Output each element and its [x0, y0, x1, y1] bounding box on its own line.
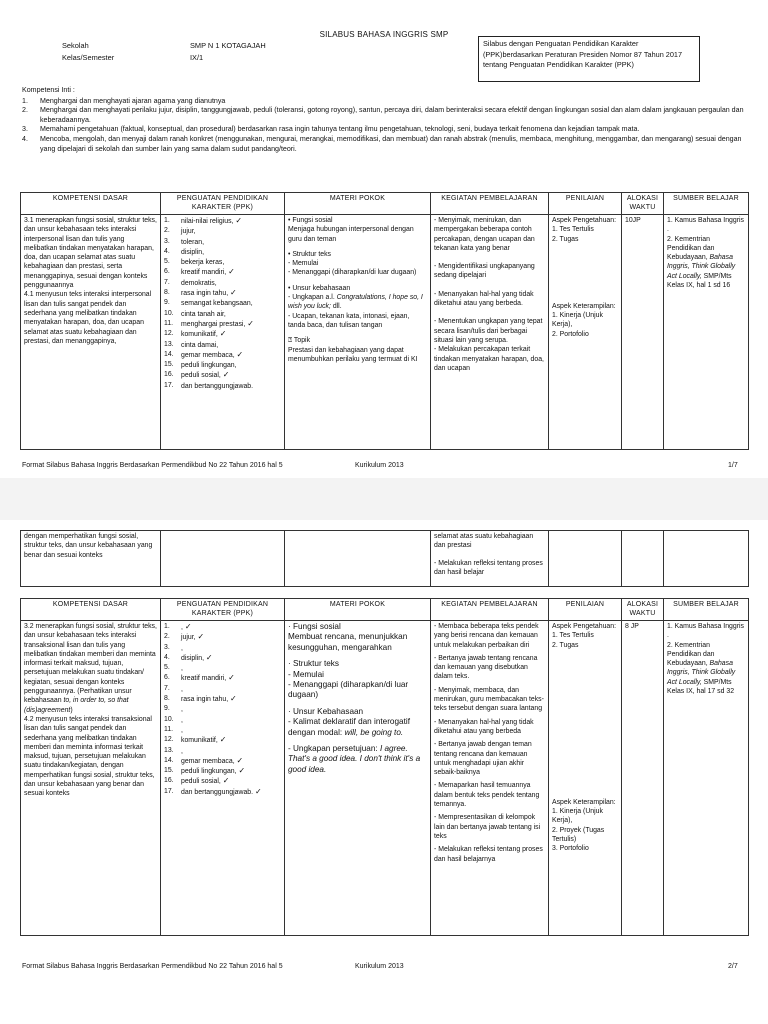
- column-header: PENGUATAN PENDIDIKAN KARAKTER (PPK): [161, 193, 285, 215]
- kd-3-1: 3.1 menerapkan fungsi sosial, struktur teks, dan unsur kebahasaan teks interaksi interpersonal lisan dan tulis yang melibatkan tindakan menyatakan harapan, doa, dan ucapan selamat atas suatu kebahagiaan dan prestasi, serta menanggapinya, sesuai dengan konteks penggunaannya: [24, 217, 157, 290]
- checkmark-icon: ✓: [219, 735, 227, 745]
- checkmark-icon: ✓: [254, 786, 262, 796]
- page-1: [0, 0, 768, 478]
- ppk-item: 3. toleran,: [164, 237, 204, 246]
- column-header: KEGIATAN PEMBELAJARAN: [431, 193, 549, 215]
- ppk-item: 6. kreatif mandiri, ✓: [164, 673, 235, 683]
- column-header: MATERI POKOK: [285, 599, 431, 621]
- footer-page-number: 1/7: [728, 462, 738, 469]
- kelas-label: Kelas/Semester: [62, 53, 115, 62]
- ppk-item: 15. peduli lingkungan,: [164, 361, 237, 370]
- ppk-item: 8. rasa ingin tahu, ✓: [164, 694, 237, 704]
- footer-curriculum: Kurikulum 2013: [355, 963, 404, 970]
- ppk-item: 14. gemar membaca, ✓: [164, 349, 244, 359]
- syllabus-table-1: [20, 192, 749, 450]
- ppk-item: 5. bekerja keras,: [164, 258, 225, 267]
- kd-4-1: 4.1 menyusun teks interaksi interpersonal lisan dan tulis sangat pendek dan sederhana yang melibatkan tindakan menyatakan harapan, doa, dan ucapan selamat atas suatu kebahagiaan dan prestasi, dan menanggapinya,: [24, 291, 152, 345]
- ppk-item: 10. ,: [164, 715, 183, 724]
- column-header: KEGIATAN PEMBELAJARAN: [431, 599, 549, 621]
- column-header: KOMPETENSI DASAR: [21, 599, 161, 621]
- alokasi-cell: 8 JP: [622, 621, 664, 936]
- continuation-table: [20, 530, 749, 587]
- checkmark-icon: ✓: [230, 694, 237, 704]
- materi-pokok-cell: • Fungsi sosial Menjaga hubungan interpersonal dengan guru dan teman • Struktur teks - Memulai - Menanggapi (diharapkan/di luar dugaan) • Unsur kebahasaan - Ungkapan a.l. Congratulations, I hope so, I wish you luck; dll. - Ucapan, tekanan kata, intonasi, ejaan, tanda baca, dan tulisan tangan ⍰ Topik Prestasi dan kebahagiaan yang dapat menumbuhkan perilaku yang termuat di KI: [285, 215, 431, 450]
- ppk-item: 9. semangat kebangsaan,: [164, 299, 253, 308]
- kd-3-2: 3.2 menerapkan fungsi sosial, struktur teks, dan unsur kebahasaan teks interaksi transaksional lisan dan tulis yang melibatkan tindakan memberi dan meminta informasi terkait maksud, tujuan, persetujuan melakukan suatu tindakan/ kegiatan, sesuai dengan konteks penggunaannya. (Perhatikan unsur kebahasaan to, in order to, so that (dis)agreement): [24, 623, 157, 714]
- ppk-item: 17. dan bertanggungjawab.: [164, 381, 254, 390]
- ppk-item: 2. jujur, ✓: [164, 632, 205, 642]
- ppk-item: 16. peduli sosial, ✓: [164, 776, 230, 786]
- ppk-item: 1. , ✓: [164, 622, 192, 631]
- checkmark-icon: ✓: [228, 673, 235, 683]
- ppk-item: 6. kreatif mandiri, ✓: [164, 267, 235, 277]
- checkmark-icon: ✓: [235, 216, 243, 225]
- activity-item: - Melakukan percakapan terkait tindakan menyatakan harapan, doa, dan ucapan: [434, 346, 544, 372]
- ppk-list: [164, 622, 281, 797]
- checkmark-icon: ✓: [197, 632, 205, 642]
- ki-title: Kompetensi Inti :: [22, 86, 75, 94]
- footer-left: Format Silabus Bahasa Inggris Berdasarkan Permendikbud No 22 Tahun 2016 hal 5: [22, 462, 283, 469]
- kegiatan-continuation: selamat atas suatu kebahagiaan dan prestasi - Melakukan refleksi tentang proses dan hasil belajar: [431, 531, 549, 587]
- footer-page-number: 2/7: [728, 963, 738, 970]
- kegiatan-cell: [431, 621, 549, 936]
- column-header: ALOKASI WAKTU: [622, 599, 664, 621]
- ppk-item: 14. gemar membaca, ✓: [164, 755, 244, 765]
- materi-pokok-cell: · Fungsi sosial Membuat rencana, menunjukkan kesungguhan, mengarahkan · Struktur teks - Memulai - Menanggapi (diharapkan/di luar dugaan) · Unsur Kebahasaan - Kalimat deklaratif dan interogatif dengan modal: will, be going to. - Ungkapan persetujuan: I agree. That's a good idea. I don't think it's a good idea.: [285, 621, 431, 936]
- ki-item: 2. Menghargai dan menghayati perilaku jujur, disiplin, tanggungjawab, peduli (toleransi, gotong royong), santun, percaya diri, dalam berinteraksi secara efektif dengan lingkungan sosial dan alam dalam jangkauan pergaulan dan keberadaannya.: [22, 106, 744, 124]
- ppk-item: 13. cinta damai,: [164, 340, 219, 349]
- ppk-item: 11. menghargai prestasi, ✓: [164, 318, 254, 328]
- activity-item: - Menyimak, menirukan, dan mempergakan beberapa contoh percakapan, dengan ucapan dan tekanan kata yang benar: [434, 217, 535, 252]
- ppk-list: [164, 216, 281, 391]
- ppk-item: 17. dan bertanggungjawab. ✓: [164, 786, 262, 796]
- footer-left: Format Silabus Bahasa Inggris Berdasarkan Permendikbud No 22 Tahun 2016 hal 5: [22, 963, 283, 970]
- activity-item: - Menanyakan hal-hal yang tidak diketahui atau yang berbeda.: [434, 290, 534, 308]
- kegiatan-cell: [431, 215, 549, 450]
- ppk-note-box: Silabus dengan Penguatan Pendidikan Karakter (PPK)berdasarkan Peraturan Presiden Nomor 87 Tahun 2017 tentang Penguatan Pendidikan Karakter (PPK): [478, 36, 700, 82]
- ppk-item: 2. jujur,: [164, 227, 196, 236]
- kelas-value: IX/1: [190, 53, 204, 62]
- sumber-cell: 1. Kamus Bahasa Inggris . 2. Kementrian Pendidikan dan Kebudayaan, Bahasa Inggris, Think Globally Act Locally, SMP/Mts Kelas IX, hal 1 sd 16: [664, 215, 749, 450]
- page-gap: [0, 478, 768, 520]
- table-row: [21, 215, 749, 450]
- table-row: [21, 621, 749, 936]
- document-title: SILABUS BAHASA INGGRIS SMP: [319, 30, 449, 39]
- checkmark-icon: ✓: [205, 652, 213, 662]
- activity-item: - Menentukan ungkapan yang tepat secara lisan/tulis dari berbagai situasi lain yang serupa.: [434, 318, 543, 344]
- checkmark-icon: ✓: [184, 622, 192, 631]
- ppk-item: 9. ,: [164, 705, 183, 714]
- ppk-item: 1. nilai-nilai religius, ✓: [164, 216, 243, 225]
- activity-item: - Membaca beberapa teks pendek yang berisi rencana dan kemauan untuk melakukan perbaikan diri: [434, 623, 539, 649]
- page-2: [0, 520, 768, 1024]
- school-header: [62, 40, 362, 66]
- footer-curriculum: Kurikulum 2013: [355, 462, 404, 469]
- syllabus-table-2: [20, 598, 749, 936]
- ki-item: 3. Memahami pengetahuan (faktual, konseptual, dan prosedural) berdasarkan rasa ingin tahunya tentang ilmu pengetahuan, teknologi, seni, budaya terkait fenomena dan kejadian tampak mata.: [22, 125, 640, 134]
- ppk-item: 13. ,: [164, 746, 183, 755]
- checkmark-icon: ✓: [236, 755, 244, 765]
- ppk-cell: [161, 215, 285, 450]
- ppk-item: 10. cinta tanah air,: [164, 309, 226, 318]
- column-header: ALOKASI WAKTU: [622, 193, 664, 215]
- ppk-cell: [161, 621, 285, 936]
- kompetensi-inti: [22, 86, 746, 154]
- ki-item: 4. Mencoba, mengolah, dan menyaji dalam ranah konkret (menggunakan, mengurai, merangkai, memodifikasi, dan membuat) dan ranah abstrak (menulis, membaca, menghitung, menggambar, dan mengarang) sesuai dengan yang dipelajari di sekolah dan sumber lain yang sama dalam sudut pandang/teori.: [22, 134, 742, 153]
- checkmark-icon: ✓: [222, 370, 230, 380]
- column-header: PENILAIAN: [549, 599, 622, 621]
- activity-item: - Bertanya jawab tentang rencana dan kemauan yang disebutkan dalam teks.: [434, 654, 538, 681]
- activity-item: - Mempresentasikan di kelompok lain dan bertanya jawab tentang isi teks: [434, 814, 541, 840]
- ppk-item: 3. ,: [164, 643, 183, 652]
- kd-continuation: dengan memperhatikan fungsi sosial, struktur teks, dan unsur kebahasaan yang benar dan sesuai konteks: [21, 531, 161, 587]
- ppk-item: 4. disiplin, ✓: [164, 652, 213, 662]
- kompetensi-dasar-cell: [21, 215, 161, 450]
- ppk-item: 15. peduli lingkungan, ✓: [164, 766, 246, 776]
- ppk-item: 12. komunikatif, ✓: [164, 329, 227, 339]
- ki-item: 1. Menghargai dan menghayati ajaran agama yang dianutnya: [22, 96, 226, 105]
- kompetensi-dasar-cell: [21, 621, 161, 936]
- activity-item: - Melakukan refleksi tentang proses dan hasil belajarnya: [434, 846, 543, 863]
- ppk-item: 16. peduli sosial, ✓: [164, 370, 230, 380]
- checkmark-icon: ✓: [236, 349, 244, 359]
- checkmark-icon: ✓: [238, 766, 246, 776]
- column-header: SUMBER BELAJAR: [664, 193, 749, 215]
- checkmark-icon: ✓: [222, 776, 230, 786]
- ppk-item: 8. rasa ingin tahu, ✓: [164, 288, 237, 298]
- checkmark-icon: ✓: [247, 318, 254, 328]
- ppk-item: 4. disiplin,: [164, 247, 204, 256]
- column-header: SUMBER BELAJAR: [664, 599, 749, 621]
- column-header: PENGUATAN PENDIDIKAN KARAKTER (PPK): [161, 599, 285, 621]
- checkmark-icon: ✓: [219, 329, 227, 339]
- activity-item: - Menyimak, membaca, dan menirukan, guru membacakan teks-teks tersebut dengan suara lantang: [434, 686, 544, 713]
- ppk-item: 11. ,: [164, 725, 183, 734]
- activity-item: - Bertanya jawab dengan teman tentang rencana dan kemauan untuk menghadapi ujian akhir sebaik-baiknya: [434, 741, 532, 777]
- column-header: PENILAIAN: [549, 193, 622, 215]
- table-row: [21, 531, 749, 587]
- activity-item: - Mengidentifikasi ungkapanyang sedang dipelajari: [434, 263, 535, 280]
- ppk-item: 7. ,: [164, 684, 183, 693]
- sekolah-value: SMP N 1 KOTAGAJAH: [190, 41, 266, 50]
- column-header: KOMPETENSI DASAR: [21, 193, 161, 215]
- alokasi-cell: 10JP: [622, 215, 664, 450]
- ppk-item: 12. komunikatif, ✓: [164, 735, 227, 745]
- penilaian-cell: Aspek Pengetahuan: 1. Tes Tertulis 2. Tugas Aspek Keterampilan: 1. Kinerja (Unjuk Kerja), 2. Proyek (Tugas Tertulis) 3. Portofolio: [549, 621, 622, 936]
- activity-item: - Menanyakan hal-hal yang tidak diketahui atau yang berbeda: [434, 718, 534, 735]
- activity-item: - Memaparkan hasil temuannya dalam bentuk teks pendek tentang temannya.: [434, 782, 540, 809]
- ppk-item: 5. ,: [164, 664, 183, 673]
- column-header: MATERI POKOK: [285, 193, 431, 215]
- penilaian-cell: Aspek Pengetahuan: 1. Tes Tertulis 2. Tugas Aspek Keterampilan: 1. Kinerja (Unjuk Kerja), 2. Portofolio: [549, 215, 622, 450]
- sekolah-label: Sekolah: [62, 41, 89, 50]
- sumber-cell: 1. Kamus Bahasa Inggris . 2. Kementrian Pendidikan dan Kebudayaan, Bahasa Inggris, Think Globally Act Locally, SMP/Mts Kelas IX, hal 17 sd 32: [664, 621, 749, 936]
- checkmark-icon: ✓: [228, 267, 235, 277]
- kd-4-2: 4.2 menyusun teks interaksi transaksional lisan dan tulis sangat pendek dan sederhana yang melibatkan tindakan memberi dan meminta informasi terkait maksud, tujuan, persetujuan melakukan suatu tindakan/kegiatan, dengan memperhatikan fungsi sosial, struktur teks, dan unsur kebahasaan yang benar dan sesuai konteks: [24, 715, 155, 798]
- checkmark-icon: ✓: [230, 288, 237, 298]
- ppk-item: 7. demokratis,: [164, 278, 217, 287]
